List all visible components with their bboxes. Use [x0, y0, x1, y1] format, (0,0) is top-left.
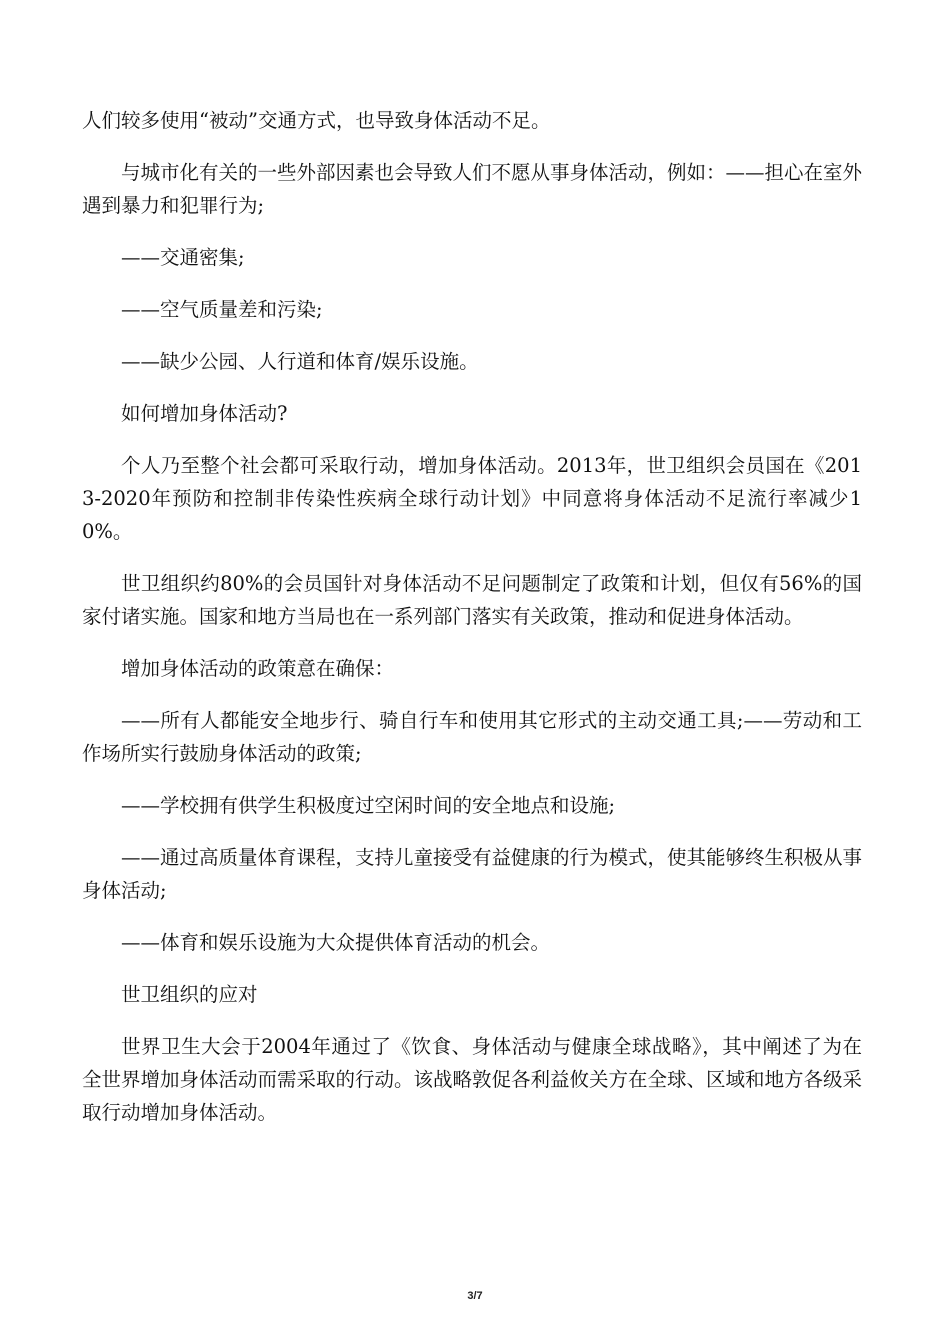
paragraph-2: 与城市化有关的一些外部因素也会导致人们不愿从事身体活动，例如：——担心在室外遇到暴力和犯罪行为; — [82, 161, 863, 217]
paragraph-5: 增加身体活动的政策意在确保： — [121, 657, 395, 680]
paragraph-1: 人们较多使用“被动”交通方式，也导致身体活动不足。 — [82, 109, 551, 132]
paragraph-6: 世界卫生大会于2004年通过了《饮食、身体活动与健康全球战略》，其中阐述了为在全世界增加身体活动而需采取的行动。该战略敦促各利益攸关方在全球、区域和地方各级采取行动增加身体活动。 — [82, 1035, 863, 1124]
page-number: 3/7 — [467, 1290, 483, 1302]
section-heading: 世卫组织的应对 — [121, 983, 258, 1006]
list-item: ——所有人都能安全地步行、骑自行车和使用其它形式的主动交通工具;——劳动和工作场所实行鼓励身体活动的政策; — [82, 709, 862, 765]
section-heading: 如何增加身体活动? — [121, 402, 288, 425]
list-item: ——体育和娱乐设施为大众提供体育活动的机会。 — [121, 931, 551, 954]
list-item: ——通过高质量体育课程，支持儿童接受有益健康的行为模式，使其能够终生积极从事身体活动; — [82, 846, 863, 902]
list-item: ——交通密集; — [121, 246, 245, 269]
list-item: ——学校拥有供学生积极度过空闲时间的安全地点和设施; — [121, 794, 616, 817]
paragraph-4: 世卫组织约80%的会员国针对身体活动不足问题制定了政策和计划，但仅有56%的国家付诸实施。国家和地方当局也在一系列部门落实有关政策，推动和促进身体活动。 — [82, 572, 862, 628]
paragraph-3: 个人乃至整个社会都可采取行动，增加身体活动。2013年，世卫组织会员国在《2013-2020年预防和控制非传染性疾病全球行动计划》中同意将身体活动不足流行率减少10%。 — [82, 454, 862, 543]
list-item: ——空气质量差和污染; — [121, 298, 323, 321]
list-item: ——缺少公园、人行道和体育/娱乐设施。 — [121, 350, 479, 373]
document-body — [82, 104, 862, 1148]
